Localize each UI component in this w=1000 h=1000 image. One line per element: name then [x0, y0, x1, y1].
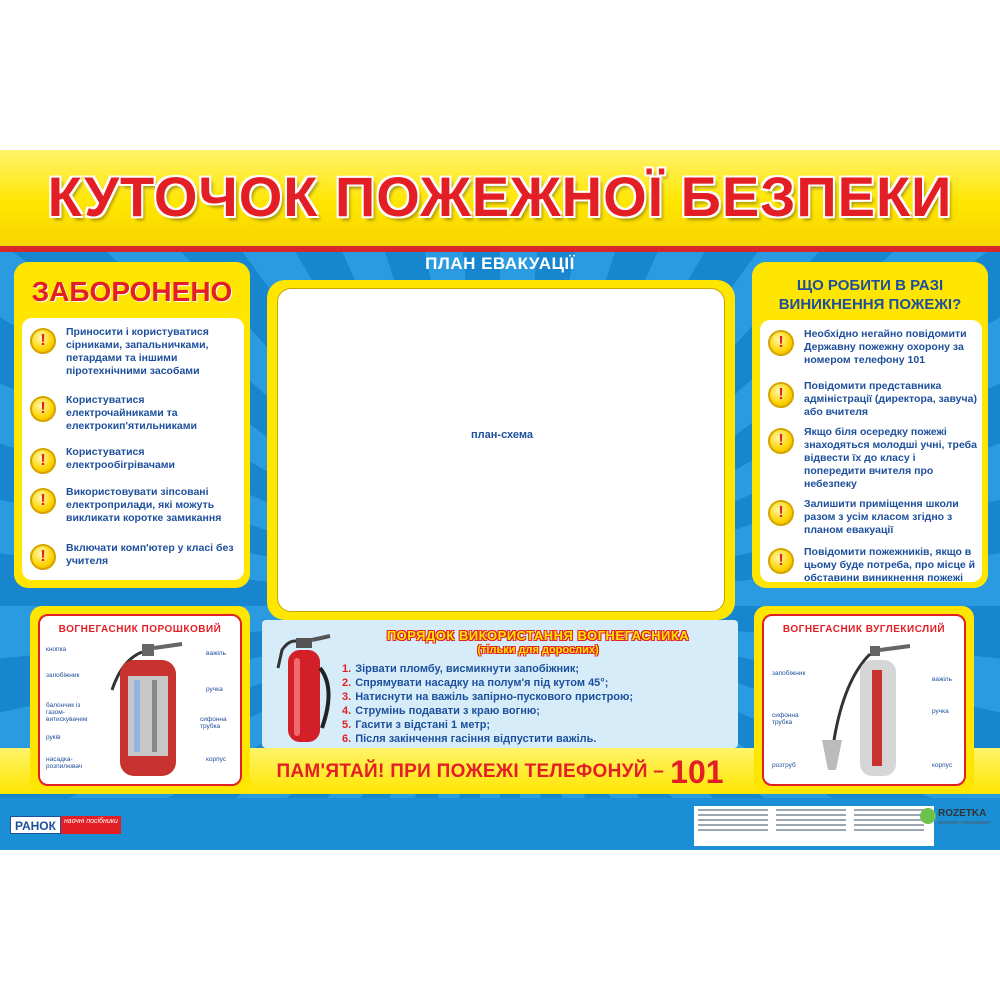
list-item: 2. Спрямувати насадку на полум'я під кутом 45°; [342, 677, 609, 689]
list-item: ! Користуватися електрообігрівачами [30, 446, 240, 474]
usage-title: ПОРЯДОК ВИКОРИСТАННЯ ВОГНЕГАСНИКА [386, 628, 690, 643]
warning-icon: ! [30, 448, 56, 474]
usage-steps [342, 662, 734, 746]
warning-icon: ! [768, 500, 794, 526]
usage-subtitle: (тільки для дорослих) [477, 644, 599, 656]
co2-extinguisher-title: ВОГНЕГАСНИК ВУГЛЕКИСЛИЙ [782, 624, 946, 635]
list-item: ! Залишити приміщення школи разом з усім класом згідно з планом евакуації [768, 498, 978, 537]
forbidden-list [22, 318, 244, 580]
what-to-do-heading: ЩО РОБИТИ В РАЗІ ВИНИКНЕННЯ ПОЖЕЖІ? [778, 277, 962, 313]
forbidden-heading: ЗАБОРОНЕНО [31, 276, 233, 307]
list-item: 6. Після закінчення гасіння відпустити важіль. [342, 733, 597, 745]
what-to-do-panel [752, 262, 988, 588]
warning-icon: ! [768, 428, 794, 454]
co2-extinguisher-diagram: ВОГНЕГАСНИК ВУГЛЕКИСЛИЙ запобіжник сифонна трубка розтруб важіль ручка корпус [762, 614, 966, 786]
evacuation-plan-frame [267, 280, 735, 620]
emergency-number-banner: ПАМ'ЯТАЙ! ПРИ ПОЖЕЖІ ТЕЛЕФОНУЙ – 101 [276, 753, 724, 790]
evacuation-plan-label: ПЛАН ЕВАКУАЦІЇ [425, 254, 575, 273]
rozetka-logo-icon [920, 808, 936, 824]
imprint-block [694, 806, 934, 846]
list-item: ! Повідомити пожежників, якщо в цьому буде потреба, про місце й обставини виникнення пожежі [768, 546, 978, 585]
co2-extinguisher-panel [754, 606, 974, 794]
evacuation-plan-area [277, 288, 725, 612]
list-item: ! Приносити і користуватися сірниками, запальничками, петардами та іншими піротехнічними засобами [30, 326, 240, 378]
publisher-logo: РАНОК наочні посібники [10, 816, 140, 834]
emergency-number: 101 [670, 753, 724, 790]
powder-extinguisher-icon [102, 640, 192, 780]
plan-placeholder: план-схема [471, 429, 533, 441]
fire-extinguisher-icon [272, 628, 342, 746]
list-item: ! Використовувати зіпсовані електроприлади, які можуть викликати коротке замикання [30, 486, 240, 525]
powder-extinguisher-title: ВОГНЕГАСНИК ПОРОШКОВИЙ [58, 624, 222, 635]
warning-icon: ! [768, 382, 794, 408]
warning-icon: ! [30, 544, 56, 570]
list-item: ! Необхідно негайно повідомити Державну пожежну охорону за номером телефону 101 [768, 328, 978, 367]
list-item: ! Повідомити представника адміністрації (директора, завуча) або вчителя [768, 380, 978, 419]
list-item: ! Якщо біля осередку пожежі знаходяться молодші учні, треба відвести їх до класу і попередити вчителя про небезпеку [768, 426, 978, 491]
warning-icon: ! [30, 396, 56, 422]
list-item: 1. Зірвати пломбу, висмикнути запобіжник; [342, 663, 580, 675]
warning-icon: ! [768, 548, 794, 574]
powder-extinguisher-diagram: ВОГНЕГАСНИК ПОРОШКОВИЙ кнопка запобіжник балончик із газом-витискувачем руків насадка-розпилювач важіль ручка сифонна трубка корпус [38, 614, 242, 786]
co2-extinguisher-icon [814, 640, 924, 780]
list-item: 5. Гасити з відстані 1 метр; [342, 719, 491, 731]
list-item: ! Включати комп'ютер у класі без учителя [30, 542, 240, 570]
list-item: 4. Струмінь подавати з краю вогню; [342, 705, 540, 717]
warning-icon: ! [768, 330, 794, 356]
warning-icon: ! [30, 328, 56, 354]
list-item: ! Користуватися електрочайниками та електрокип'ятильниками [30, 394, 240, 433]
warning-icon: ! [30, 488, 56, 514]
title-divider [0, 246, 1000, 252]
list-item: 3. Натиснути на важіль запірно-пускового пристрою; [342, 691, 634, 703]
what-to-do-list [760, 320, 982, 582]
forbidden-panel [14, 262, 250, 588]
powder-extinguisher-panel [30, 606, 250, 794]
poster [0, 150, 1000, 850]
watermark: ROZETKA интернет-супермаркет [920, 808, 1000, 844]
page-title: КУТОЧОК ПОЖЕЖНОЇ БЕЗПЕКИ [47, 165, 953, 228]
